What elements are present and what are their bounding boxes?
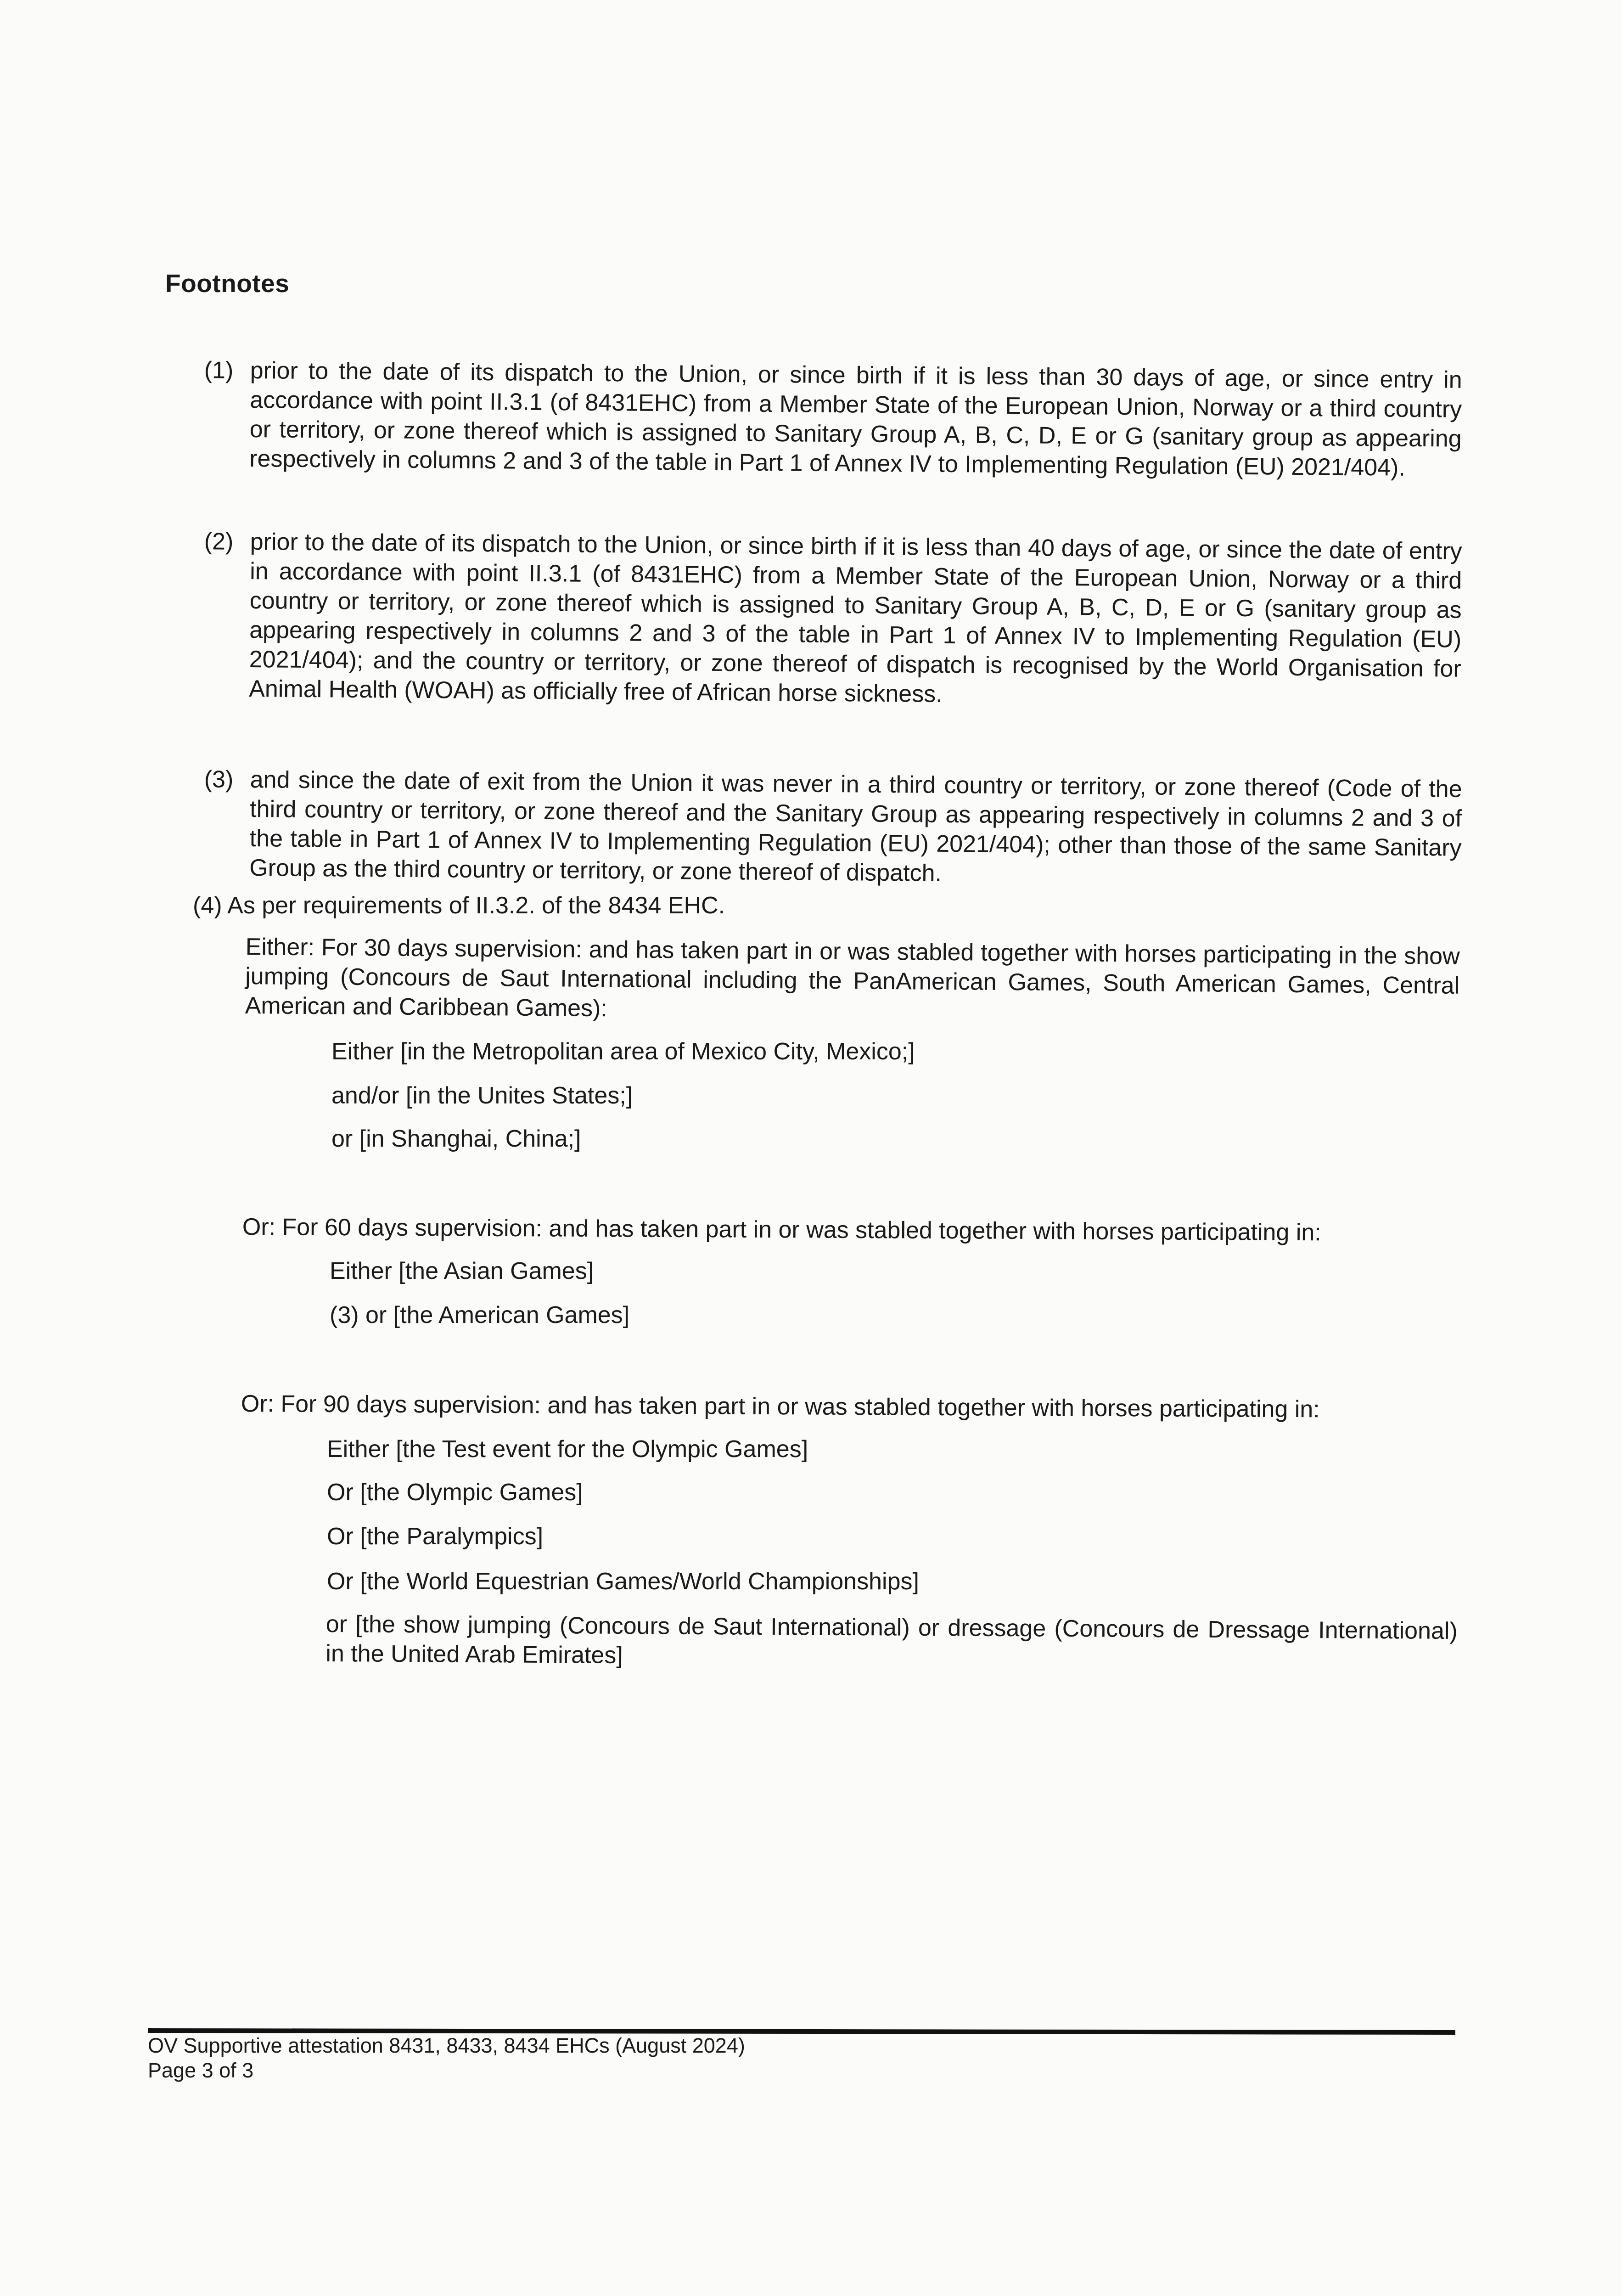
footnote-2 xyxy=(204,527,1462,713)
footnote-4-label: (4) As per requirements of II.3.2. of the 8434 EHC. xyxy=(193,892,725,919)
footnote-text: prior to the date of its dispatch to the Union, or since birth if it is less than 40 days of age, or since the date of entry in accordance with point II.3.1 (of 8431EHC) from a Member State of the European Union, Norway or a third country or territory, or zone thereof which is assigned to Sanitary Group A, B, C, D, E or G (sanitary group as appearing respectively in columns 2 and 3 of the table in Part 1 of Annex IV to Implementing Regulation (EU) 2021/404); and the country or territory, or zone thereof of dispatch is recognised by the World Organisation for Animal Health (WOAH) as officially free of African horse sickness. xyxy=(249,528,1462,708)
footnote-text: prior to the date of its dispatch to the Union, or since birth if it is less than 30 days of age, or since entry in accordance with point II.3.1 (of 8431EHC) from a Member State of the European Union, Norway or a third country or territory, or zone thereof which is assigned to Sanitary Group A, B, C, D, E or G (sanitary group as appearing respectively in columns 2 and 3 of the table in Part 1 of Annex IV to Implementing Regulation (EU) 2021/404). xyxy=(249,357,1462,481)
supervision-30-option-us: and/or [in the Unites States;] xyxy=(331,1082,633,1109)
footnotes-heading: Footnotes xyxy=(165,269,290,298)
supervision-90-option-olympic-games: Or [the Olympic Games] xyxy=(327,1479,583,1506)
footnote-3 xyxy=(204,765,1462,892)
supervision-90-option-paralympics: Or [the Paralympics] xyxy=(327,1523,544,1550)
supervision-30-option-shanghai: or [in Shanghai, China;] xyxy=(331,1125,581,1152)
supervision-30-option-mexico: Either [in the Metropolitan area of Mexico City, Mexico;] xyxy=(331,1038,915,1065)
supervision-60-option-asian-games: Either [the Asian Games] xyxy=(330,1258,594,1284)
supervision-90-days-text: Or: For 90 days supervision: and has taken part in or was stabled together with horses participating in: xyxy=(241,1390,1320,1423)
footnote-number: (3) xyxy=(204,766,234,793)
supervision-90-option-world-equestrian-games: Or [the World Equestrian Games/World Championships] xyxy=(327,1568,919,1595)
supervision-90-option-uae: or [the show jumping (Concours de Saut International) or dressage (Concours de Dressage International) in the United Arab Emirates] xyxy=(326,1611,1458,1669)
footer-page-number: Page 3 of 3 xyxy=(148,2059,254,2082)
footnote-number: (2) xyxy=(204,528,234,555)
page-footer xyxy=(148,2033,745,2083)
footnote-text: and since the date of exit from the Union it was never in a third country or territory, or zone thereof (Code of the third country or territory, or zone thereof and the Sanitary Group as appearing respectively in columns 2 and 3 of the table in Part 1 of Annex IV to Implementing Regulation (EU) 2021/404); other than those of the same Sanitary Group as the third country or territory, or zone thereof of dispatch. xyxy=(249,766,1462,887)
footer-document-title: OV Supportive attestation 8431, 8433, 8434 EHCs (August 2024) xyxy=(148,2034,745,2057)
footnote-number: (1) xyxy=(204,357,234,384)
supervision-90-option-test-event: Either [the Test event for the Olympic Games] xyxy=(327,1436,808,1463)
supervision-30-days-text: Either: For 30 days supervision: and has taken part in or was stabled together with horses participating in the show jumping (Concours de Saut International including the PanAmerican Games, South American Games, Central American and Caribbean Games): xyxy=(245,933,1460,1022)
supervision-60-option-american-games: (3) or [the American Games] xyxy=(330,1302,630,1328)
supervision-60-days-text: Or: For 60 days supervision: and has taken part in or was stabled together with horses participating in: xyxy=(242,1214,1321,1246)
footnote-1 xyxy=(204,356,1462,483)
